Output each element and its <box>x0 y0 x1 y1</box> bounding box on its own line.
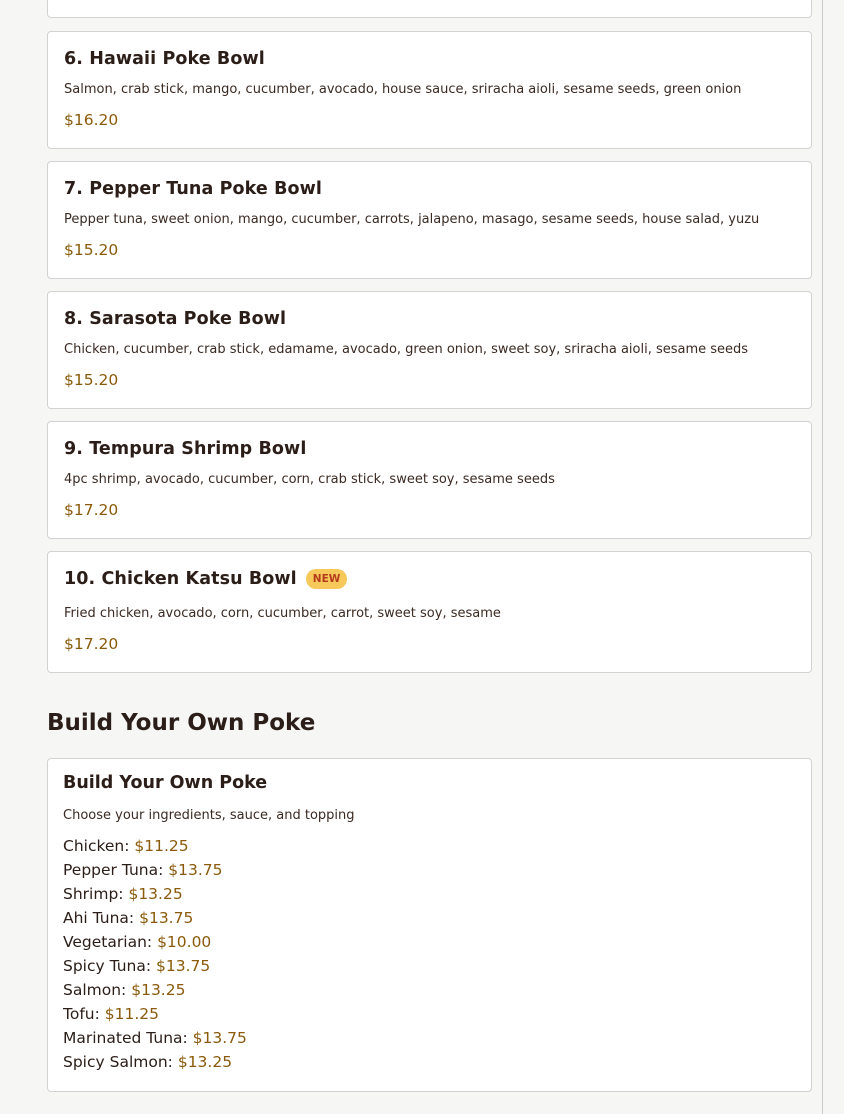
protein-option <box>63 836 247 860</box>
build-your-own-description: Choose your ingredients, sauce, and topping <box>63 808 355 823</box>
protein-option <box>63 1052 247 1076</box>
protein-price: $13.75 <box>139 909 194 927</box>
protein-price: $11.25 <box>104 1005 160 1023</box>
protein-option <box>63 860 247 884</box>
menu-item-description: Pepper tuna, sweet onion, mango, cucumber, carrots, jalapeno, masago, sesame seeds, house salad, yuzu <box>64 212 760 227</box>
protein-name: Ahi Tuna: <box>63 909 135 927</box>
protein-option <box>63 956 247 980</box>
menu-item-price: $15.20 <box>64 241 119 259</box>
section-heading: Build Your Own Poke <box>47 710 316 736</box>
protein-name: Marinated Tuna: <box>63 1029 188 1047</box>
protein-price: $10.00 <box>157 933 212 951</box>
new-badge: NEW <box>306 569 348 589</box>
menu-item-card[interactable] <box>47 31 812 149</box>
menu-item-description: Fried chicken, avocado, corn, cucumber, carrot, sweet soy, sesame <box>64 606 501 621</box>
menu-item-price: $16.20 <box>64 111 119 129</box>
build-your-own-title: Build Your Own Poke <box>63 773 268 793</box>
protein-name: Shrimp: <box>63 885 124 903</box>
protein-option <box>63 980 247 1004</box>
protein-price: $13.25 <box>131 981 186 999</box>
protein-price: $13.75 <box>168 861 223 879</box>
menu-item-price: $15.20 <box>64 371 119 389</box>
protein-price: $11.25 <box>134 837 189 855</box>
menu-item-description: 4pc shrimp, avocado, cucumber, corn, crab stick, sweet soy, sesame seeds <box>64 472 555 487</box>
protein-option <box>63 1004 247 1028</box>
menu-item-card[interactable] <box>47 291 812 409</box>
menu-item-price: $17.20 <box>64 635 119 653</box>
protein-price: $13.25 <box>177 1053 233 1071</box>
menu-item-description: Chicken, cucumber, crab stick, edamame, avocado, green onion, sweet soy, sriracha aioli, sesame seeds <box>64 342 749 357</box>
scrollbar-track-edge <box>822 0 823 1114</box>
protein-option <box>63 932 247 956</box>
protein-name: Pepper Tuna: <box>63 861 164 879</box>
protein-price: $13.75 <box>156 957 211 975</box>
menu-item-card-partial <box>47 0 812 18</box>
protein-name: Spicy Salmon: <box>63 1053 173 1071</box>
menu-item-description: Salmon, crab stick, mango, cucumber, avocado, house sauce, sriracha aioli, sesame seeds, green onion <box>64 82 742 97</box>
protein-price: $13.25 <box>128 885 183 903</box>
protein-option <box>63 1028 247 1052</box>
protein-price-list <box>63 836 247 1076</box>
menu-item-card[interactable] <box>47 161 812 279</box>
menu-item-title: 6. Hawaii Poke Bowl <box>64 49 265 69</box>
menu-item-title: 10. Chicken Katsu Bowl <box>64 569 297 589</box>
protein-option <box>63 908 247 932</box>
protein-name: Spicy Tuna: <box>63 957 152 975</box>
menu-item-title: 8. Sarasota Poke Bowl <box>64 309 287 329</box>
menu-item-price: $17.20 <box>64 501 119 519</box>
menu-item-card[interactable] <box>47 551 812 673</box>
menu-item-title: 9. Tempura Shrimp Bowl <box>64 439 307 459</box>
protein-price: $13.75 <box>192 1029 247 1047</box>
protein-name: Vegetarian: <box>63 933 153 951</box>
menu-item-title: 7. Pepper Tuna Poke Bowl <box>64 179 322 199</box>
protein-name: Chicken: <box>63 837 130 855</box>
protein-name: Tofu: <box>63 1005 100 1023</box>
menu-item-card[interactable] <box>47 421 812 539</box>
protein-option <box>63 884 247 908</box>
protein-name: Salmon: <box>63 981 127 999</box>
